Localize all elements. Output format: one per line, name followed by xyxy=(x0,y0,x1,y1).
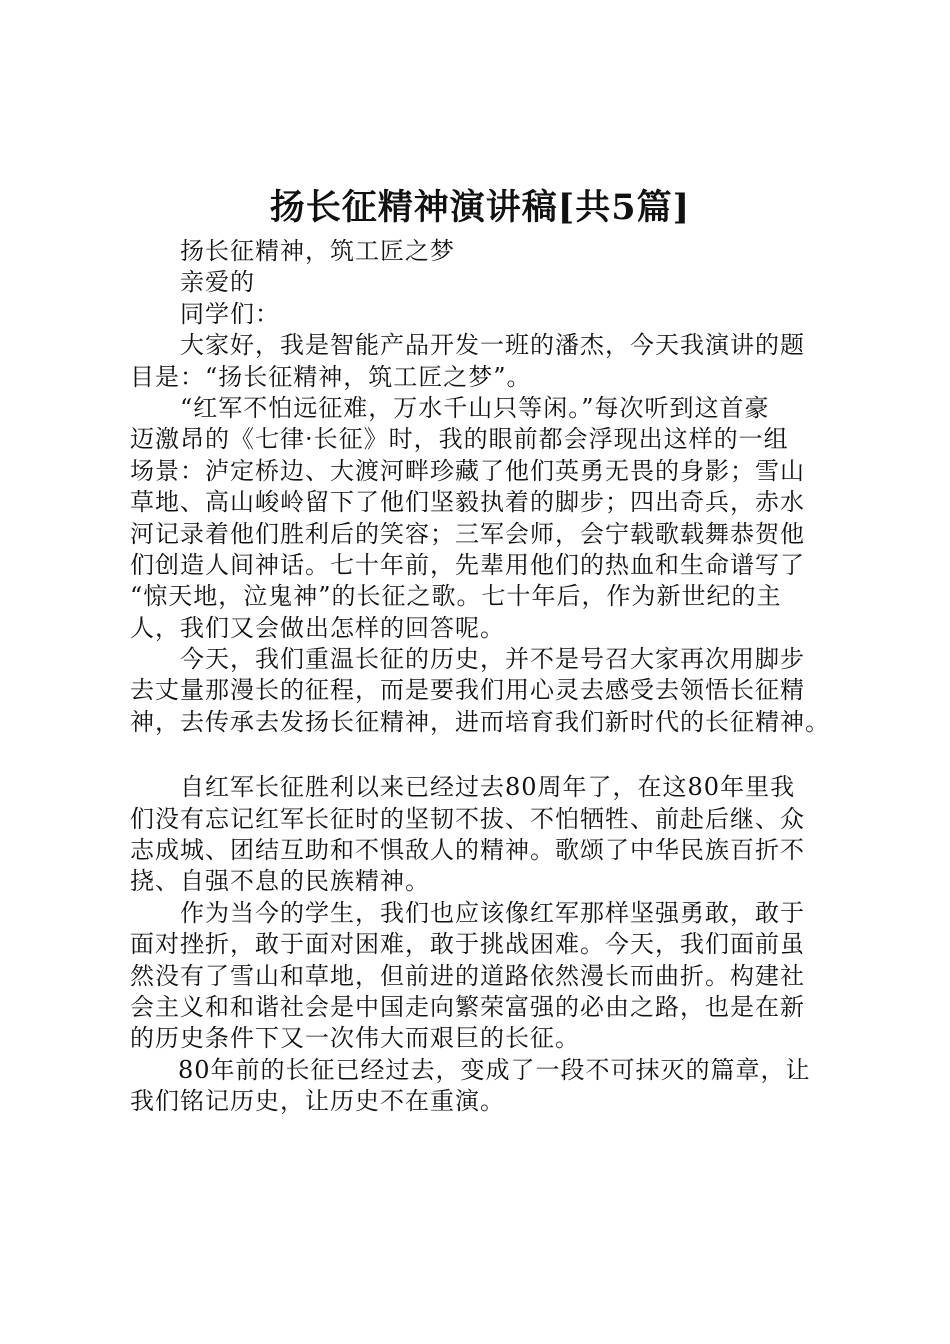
paragraph-line: 草地、高山峻岭留下了他们坚毅执着的脚步；四出奇兵，赤水 xyxy=(130,488,805,517)
paragraph-line: 河记录着他们胜利后的笑容；三军会师，会宁载歌载舞恭贺他 xyxy=(130,519,805,548)
paragraph-gap xyxy=(130,738,846,772)
paragraph-line: 去丈量那漫长的征程，而是要我们用心灵去感受去领悟长征精 xyxy=(130,676,805,705)
paragraph-line: 自红军长征胜利以来已经过去80周年了，在这80年里我 xyxy=(180,773,796,802)
paragraph-line: 作为当今的学生，我们也应该像红军那样坚强勇敢，敢于 xyxy=(180,898,805,927)
paragraph-line: 会主义和和谐社会是中国走向繁荣富强的必由之路，也是在新 xyxy=(130,992,805,1021)
paragraph-line: 80年前的长征已经过去，变成了一段不可抹灭的篇章，让 xyxy=(178,1055,811,1084)
document-body xyxy=(130,236,846,1118)
paragraph-line: 迈激昂的《七律·长征》时，我的眼前都会浮现出这样的一组 xyxy=(130,425,789,454)
paragraph-line: “红军不怕远征难，万水千山只等闲。”每次听到这首豪 xyxy=(180,393,770,422)
document-title: 扬长征精神演讲稿[共5篇] xyxy=(269,187,691,228)
salutation-line: 同学们： xyxy=(180,299,280,328)
speech-title-line: 扬长征精神，筑工匠之梦 xyxy=(180,237,455,265)
paragraph-line: 然没有了雪山和草地，但前进的道路依然漫长而曲折。构建社 xyxy=(130,961,805,990)
paragraph-line: 志成城、团结互助和不惧敌人的精神。歌颂了中华民族百折不 xyxy=(130,836,805,865)
paragraph-line: 面对挫折，敢于面对困难，敢于挑战困难。今天，我们面前虽 xyxy=(130,930,805,959)
paragraph-line: 神，去传承去发扬长征精神，进而培育我们新时代的长征精神。 xyxy=(130,707,830,736)
paragraph-line: 们没有忘记红军长征时的坚韧不拔、不怕牺牲、前赴后继、众 xyxy=(130,804,805,833)
paragraph-line: 今天，我们重温长征的历史，并不是号召大家再次用脚步 xyxy=(180,645,805,674)
paragraph-line: “惊天地，泣鬼神”的长征之歌。七十年后，作为新世纪的主 xyxy=(130,582,782,611)
paragraph-line: 们创造人间神话。七十年前，先辈用他们的热血和生命谱写了 xyxy=(130,550,805,579)
paragraph-line: 的历史条件下又一次伟大而艰巨的长征。 xyxy=(130,1024,580,1053)
paragraph-line: 大家好，我是智能产品开发一班的潘杰，今天我演讲的题 xyxy=(180,331,805,360)
paragraph-line: 我们铭记历史，让历史不在重演。 xyxy=(130,1087,505,1116)
salutation-line: 亲爱的 xyxy=(180,268,255,297)
paragraph-line: 场景：泸定桥边、大渡河畔珍藏了他们英勇无畏的身影；雪山 xyxy=(130,456,805,485)
paragraph-line: 人，我们又会做出怎样的回答呢。 xyxy=(130,613,505,642)
paragraph-line: 挠、自强不息的民族精神。 xyxy=(130,867,430,896)
paragraph-line: 目是：“扬长征精神，筑工匠之梦”。 xyxy=(130,362,532,391)
